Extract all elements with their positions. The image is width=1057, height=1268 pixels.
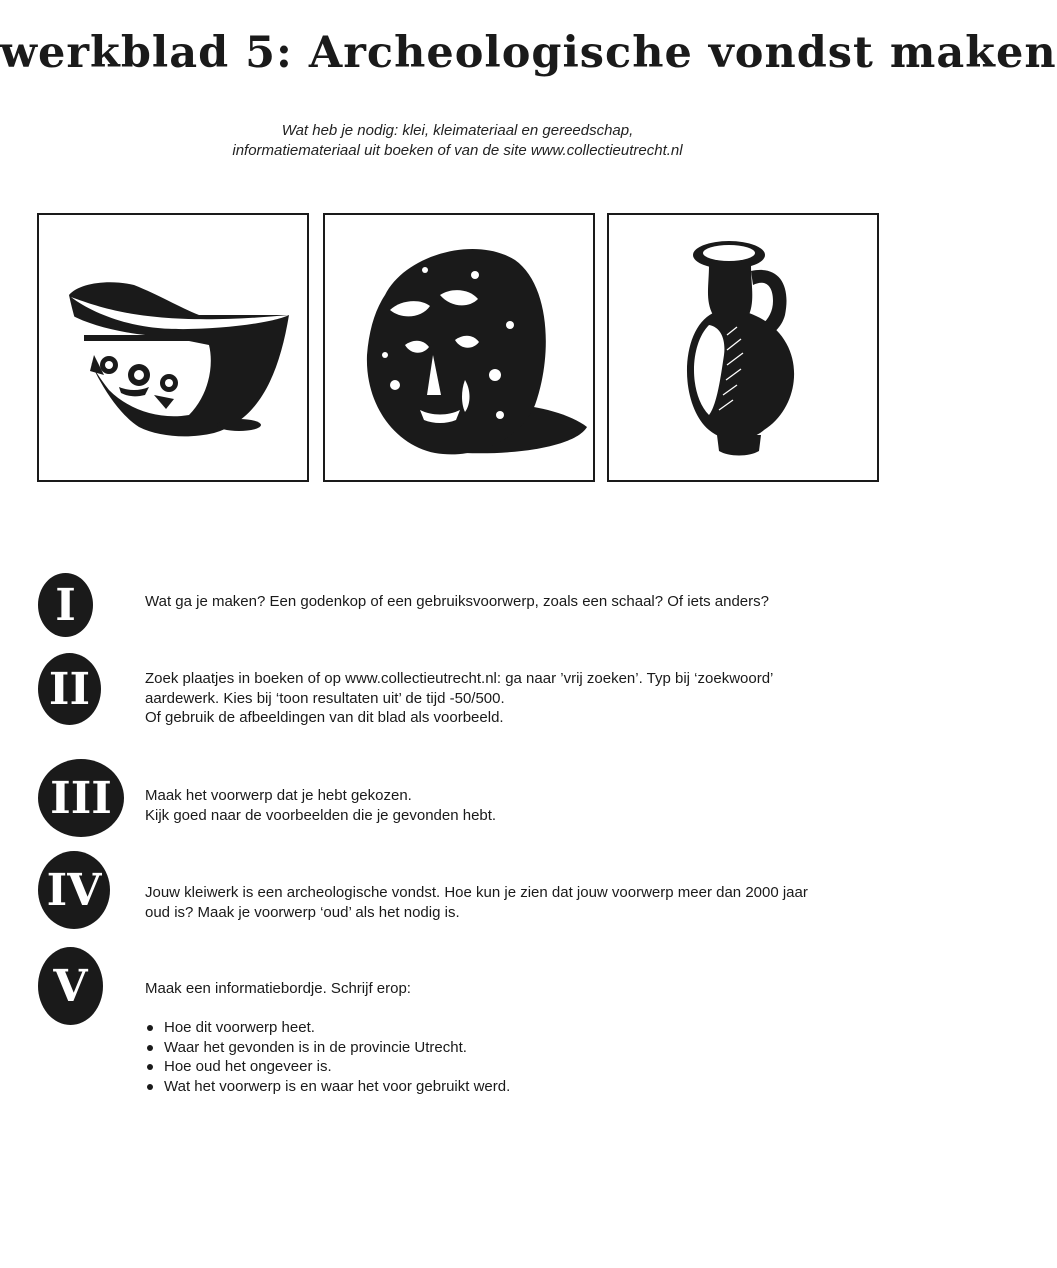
step-3-badge [38,759,124,837]
step-2-line-1: Zoek plaatjes in boeken of op www.collectieutrecht.nl: ga naar ’vrij zoeken’. Typ bij ‘zoekwoord’ [145,670,774,687]
info-sign-checklist [145,1018,865,1096]
step-3-numeral: III [50,772,112,824]
step-3-line-1: Maak het voorwerp dat je hebt gekozen. [145,787,412,804]
step-1-line-1: Wat ga je maken? Een godenkop of een gebruiksvoorwerp, zoals een schaal? Of iets anders? [145,593,769,610]
step-5-numeral: V [53,960,88,1012]
step-2-line-3: Of gebruik de afbeeldingen van dit blad als voorbeeld. [145,709,504,726]
materials-line-2: informatiemateriaal uit boeken of van de site www.collectieutrecht.nl [232,142,683,159]
step-4-text [145,883,865,922]
step-2-text [145,669,865,728]
step-5-line-1: Maak een informatiebordje. Schrijf erop: [145,980,411,997]
god-head-image [325,215,593,480]
materials-line-1: Wat heb je nodig: klei, kleimateriaal en gereedschap, [281,122,634,139]
list-item: Wat het voorwerp is en waar het voor gebruikt werd. [145,1077,865,1097]
jug-image [609,215,877,480]
materials-note [0,121,915,161]
image-frame-head [323,213,595,482]
image-frame-jug [607,213,879,482]
step-4-badge [38,851,110,929]
step-2-badge [38,653,101,725]
step-2-line-2: aardewerk. Kies bij ‘toon resultaten uit’ de tijd -50/500. [145,689,505,707]
bowl-image [39,215,307,480]
step-4-line-1: Jouw kleiwerk is een archeologische vondst. Hoe kun je zien dat jouw voorwerp meer dan 2000 jaar [145,884,808,901]
image-frame-bowl [37,213,309,482]
list-item: Waar het gevonden is in de provincie Utrecht. [145,1038,865,1058]
list-item: Hoe dit voorwerp heet. [145,1018,865,1038]
step-5-badge [38,947,103,1025]
step-4-numeral: IV [46,864,102,916]
page-title: werkblad 5: Archeologische vondst maken [0,28,1057,78]
step-3-line-2: Kijk goed naar de voorbeelden die je gevonden hebt. [145,806,497,824]
list-item: Hoe oud het ongeveer is. [145,1057,865,1077]
step-1-text [145,592,865,612]
step-4-line-2: oud is? Maak je voorwerp ‘oud’ als het nodig is. [145,903,460,921]
step-2-numeral: II [48,663,91,715]
step-3-text [145,786,865,825]
step-1-numeral: I [55,579,76,631]
step-1-badge [38,573,93,637]
step-5-text [145,979,865,1096]
